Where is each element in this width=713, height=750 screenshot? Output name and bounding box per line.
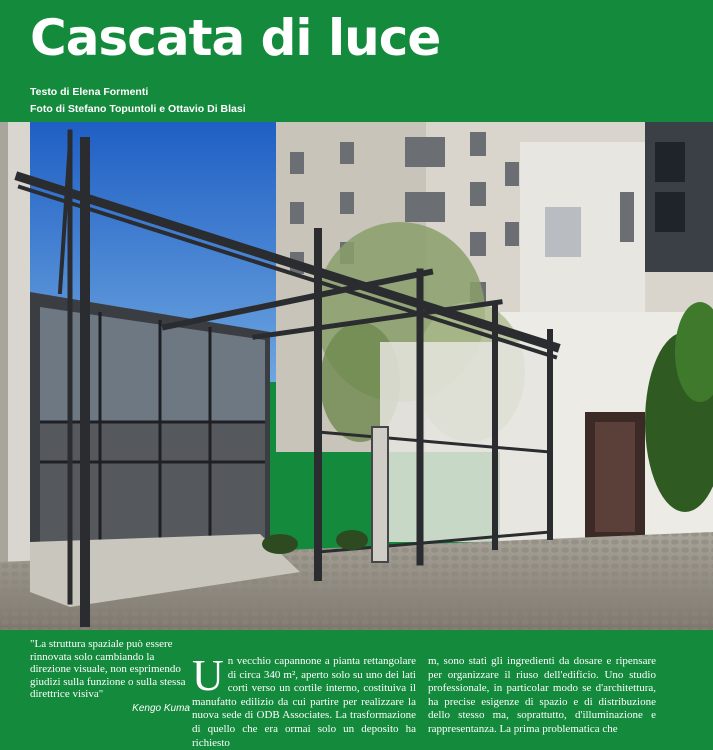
pull-quote xyxy=(30,638,190,716)
body-column-2 xyxy=(428,655,656,737)
courtyard-photo xyxy=(0,122,713,630)
body-text-2: m, sono stati gli ingredienti da dosare e ripensare per organizzare il riuso dell'edificio. Uno studio professionale, in particolar modo se d'architettura, ha precise esigenze di spazio e di distribuzione dello stesso ma, soprattutto, d'illuminazione e rappresentanza. La prima problematica che xyxy=(428,655,656,735)
article-credits xyxy=(30,84,246,118)
body-column-1 xyxy=(192,651,416,750)
text-credit: Testo di Elena Formenti xyxy=(30,86,149,98)
quote-text: "La struttura spaziale può essere rinnovata solo cambiando la direzione visuale, non esprimendo giudizi sulla funzione o sulla stessa direttrice visiva" xyxy=(30,638,186,701)
drop-cap: U xyxy=(192,651,224,700)
body-text-1: n vecchio capannone a pianta rettangolare di circa 340 m², aperto solo su uno dei lati corti verso un cortile interno, costituiva il manufatto edilizio da cui partire per realizzare la nuova sede di ODB Associates. La trasformazione di quello che era ormai solo un deposito ha richiesto xyxy=(192,655,416,749)
article-title: Cascata di luce xyxy=(30,9,441,67)
quote-author: Kengo Kuma xyxy=(132,702,190,714)
photo-credit: Foto di Stefano Topuntoli e Ottavio Di Blasi xyxy=(30,103,246,115)
